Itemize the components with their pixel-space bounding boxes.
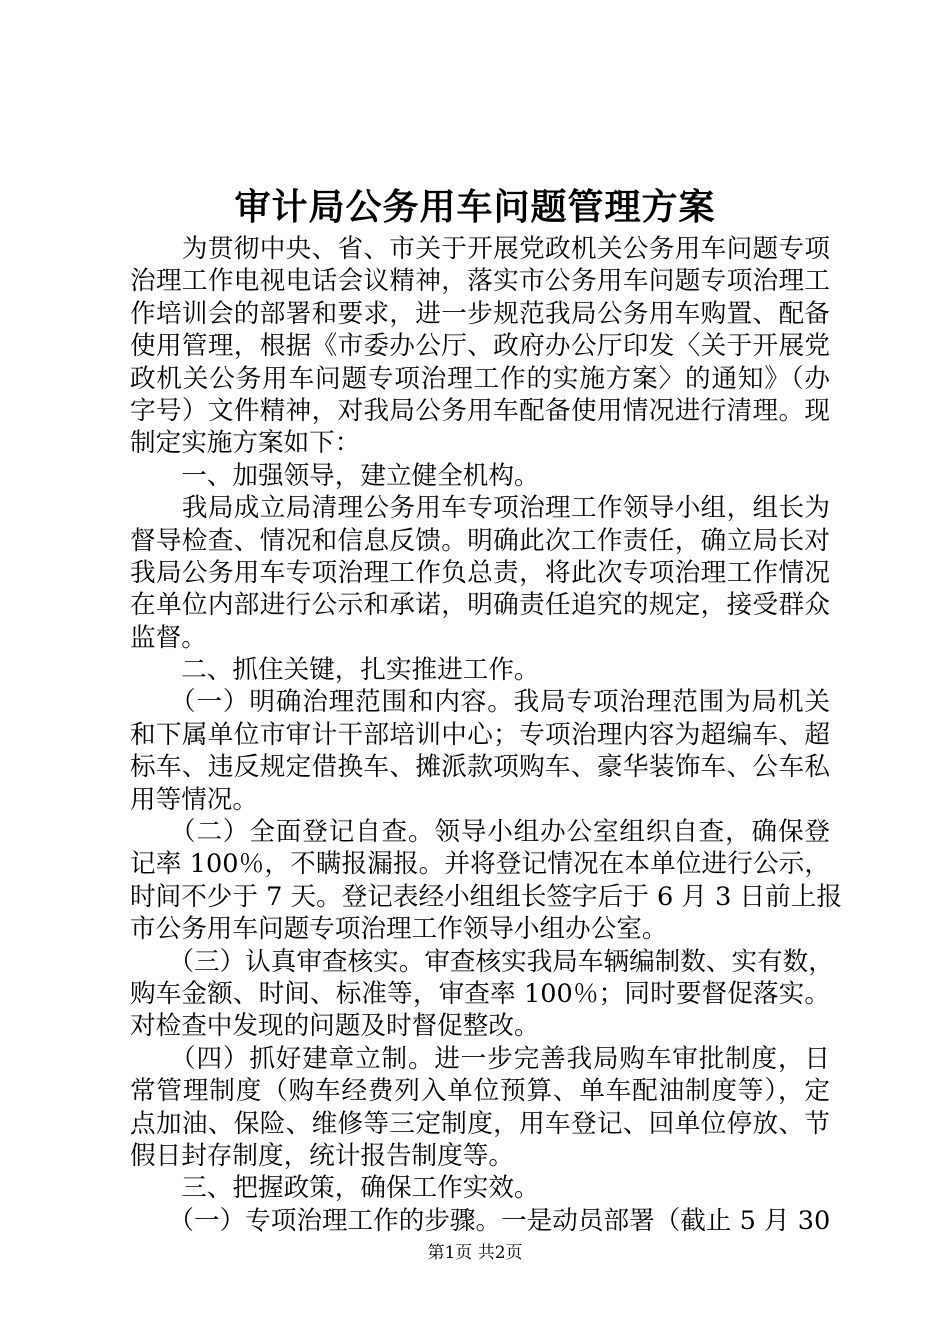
body-line: 对检查中发现的问题及时督促整改。 — [130, 1011, 540, 1042]
body-line: 作培训会的部署和要求，进一步规范我局公务用车购置、配备 — [130, 298, 830, 329]
body-line: 监督。 — [130, 622, 207, 653]
body-line: 购车金额、时间、标准等，审查率 100％；同时要督促落实。 — [130, 978, 830, 1009]
body-line: 使用管理，根据《市委办公厅、政府办公厅印发〈关于开展党 — [130, 331, 830, 362]
body-line: 我局公务用车专项治理工作负总责，将此次专项治理工作情况 — [130, 557, 830, 588]
body-line: 治理工作电视电话会议精神，落实市公务用车问题专项治理工 — [130, 266, 830, 297]
document-title: 审计局公务用车问题管理方案 — [234, 186, 716, 228]
body-line: 三、把握政策，确保工作实效。 — [130, 1173, 540, 1204]
body-line: 假日封存制度，统计报告制度等。 — [130, 1140, 514, 1171]
body-line: （三）认真审查核实。审查核实我局车辆编制数、实有数， — [130, 946, 834, 977]
body-line: 一、加强领导，建立健全机构。 — [130, 460, 540, 491]
body-line: 为贯彻中央、省、市关于开展党政机关公务用车问题专项 — [130, 234, 830, 264]
body-line: 二、抓住关键，扎实推进工作。 — [130, 655, 540, 686]
body-line: 点加油、保险、维修等三定制度，用车登记、回单位停放、节 — [130, 1108, 830, 1139]
body-line: 用等情况。 — [130, 784, 258, 815]
body-line: （四）抓好建章立制。进一步完善我局购车审批制度，日 — [130, 1043, 830, 1074]
body-line: 时间不少于 7 天。登记表经小组组长签字后于 6 月 3 日前上报 — [130, 881, 842, 912]
body-line: 我局成立局清理公务用车专项治理工作领导小组，组长为 — [130, 493, 830, 524]
document-body — [130, 233, 842, 1237]
body-line: （二）全面登记自查。领导小组办公室组织自查，确保登 — [130, 817, 830, 848]
body-line: （一）明确治理范围和内容。我局专项治理范围为局机关 — [130, 687, 830, 718]
body-line: 字号）文件精神，对我局公务用车配备使用情况进行清理。现 — [130, 395, 830, 426]
page-footer: 第1页 共2页 — [427, 1243, 523, 1263]
body-line: 制定实施方案如下： — [130, 428, 361, 459]
body-line: 和下属单位市审计干部培训中心；专项治理内容为超编车、超 — [130, 719, 830, 750]
body-line: 督导检查、情况和信息反馈。明确此次工作责任，确立局长对 — [130, 525, 830, 556]
body-line: 市公务用车问题专项治理工作领导小组办公室。 — [130, 914, 668, 945]
body-line: 常管理制度（购车经费列入单位预算、单车配油制度等），定 — [130, 1076, 830, 1107]
body-line: 记率 100％，不瞒报漏报。并将登记情况在本单位进行公示， — [130, 849, 830, 880]
body-line: 标车、违反规定借换车、摊派款项购车、豪华装饰车、公车私 — [130, 752, 830, 783]
body-line: 政机关公务用车问题专项治理工作的实施方案〉的通知》（办 — [130, 363, 830, 394]
body-line: 在单位内部进行公示和承诺，明确责任追究的规定，接受群众 — [130, 590, 830, 621]
body-line: （一）专项治理工作的步骤。一是动员部署（截止 5 月 30 — [130, 1205, 831, 1236]
